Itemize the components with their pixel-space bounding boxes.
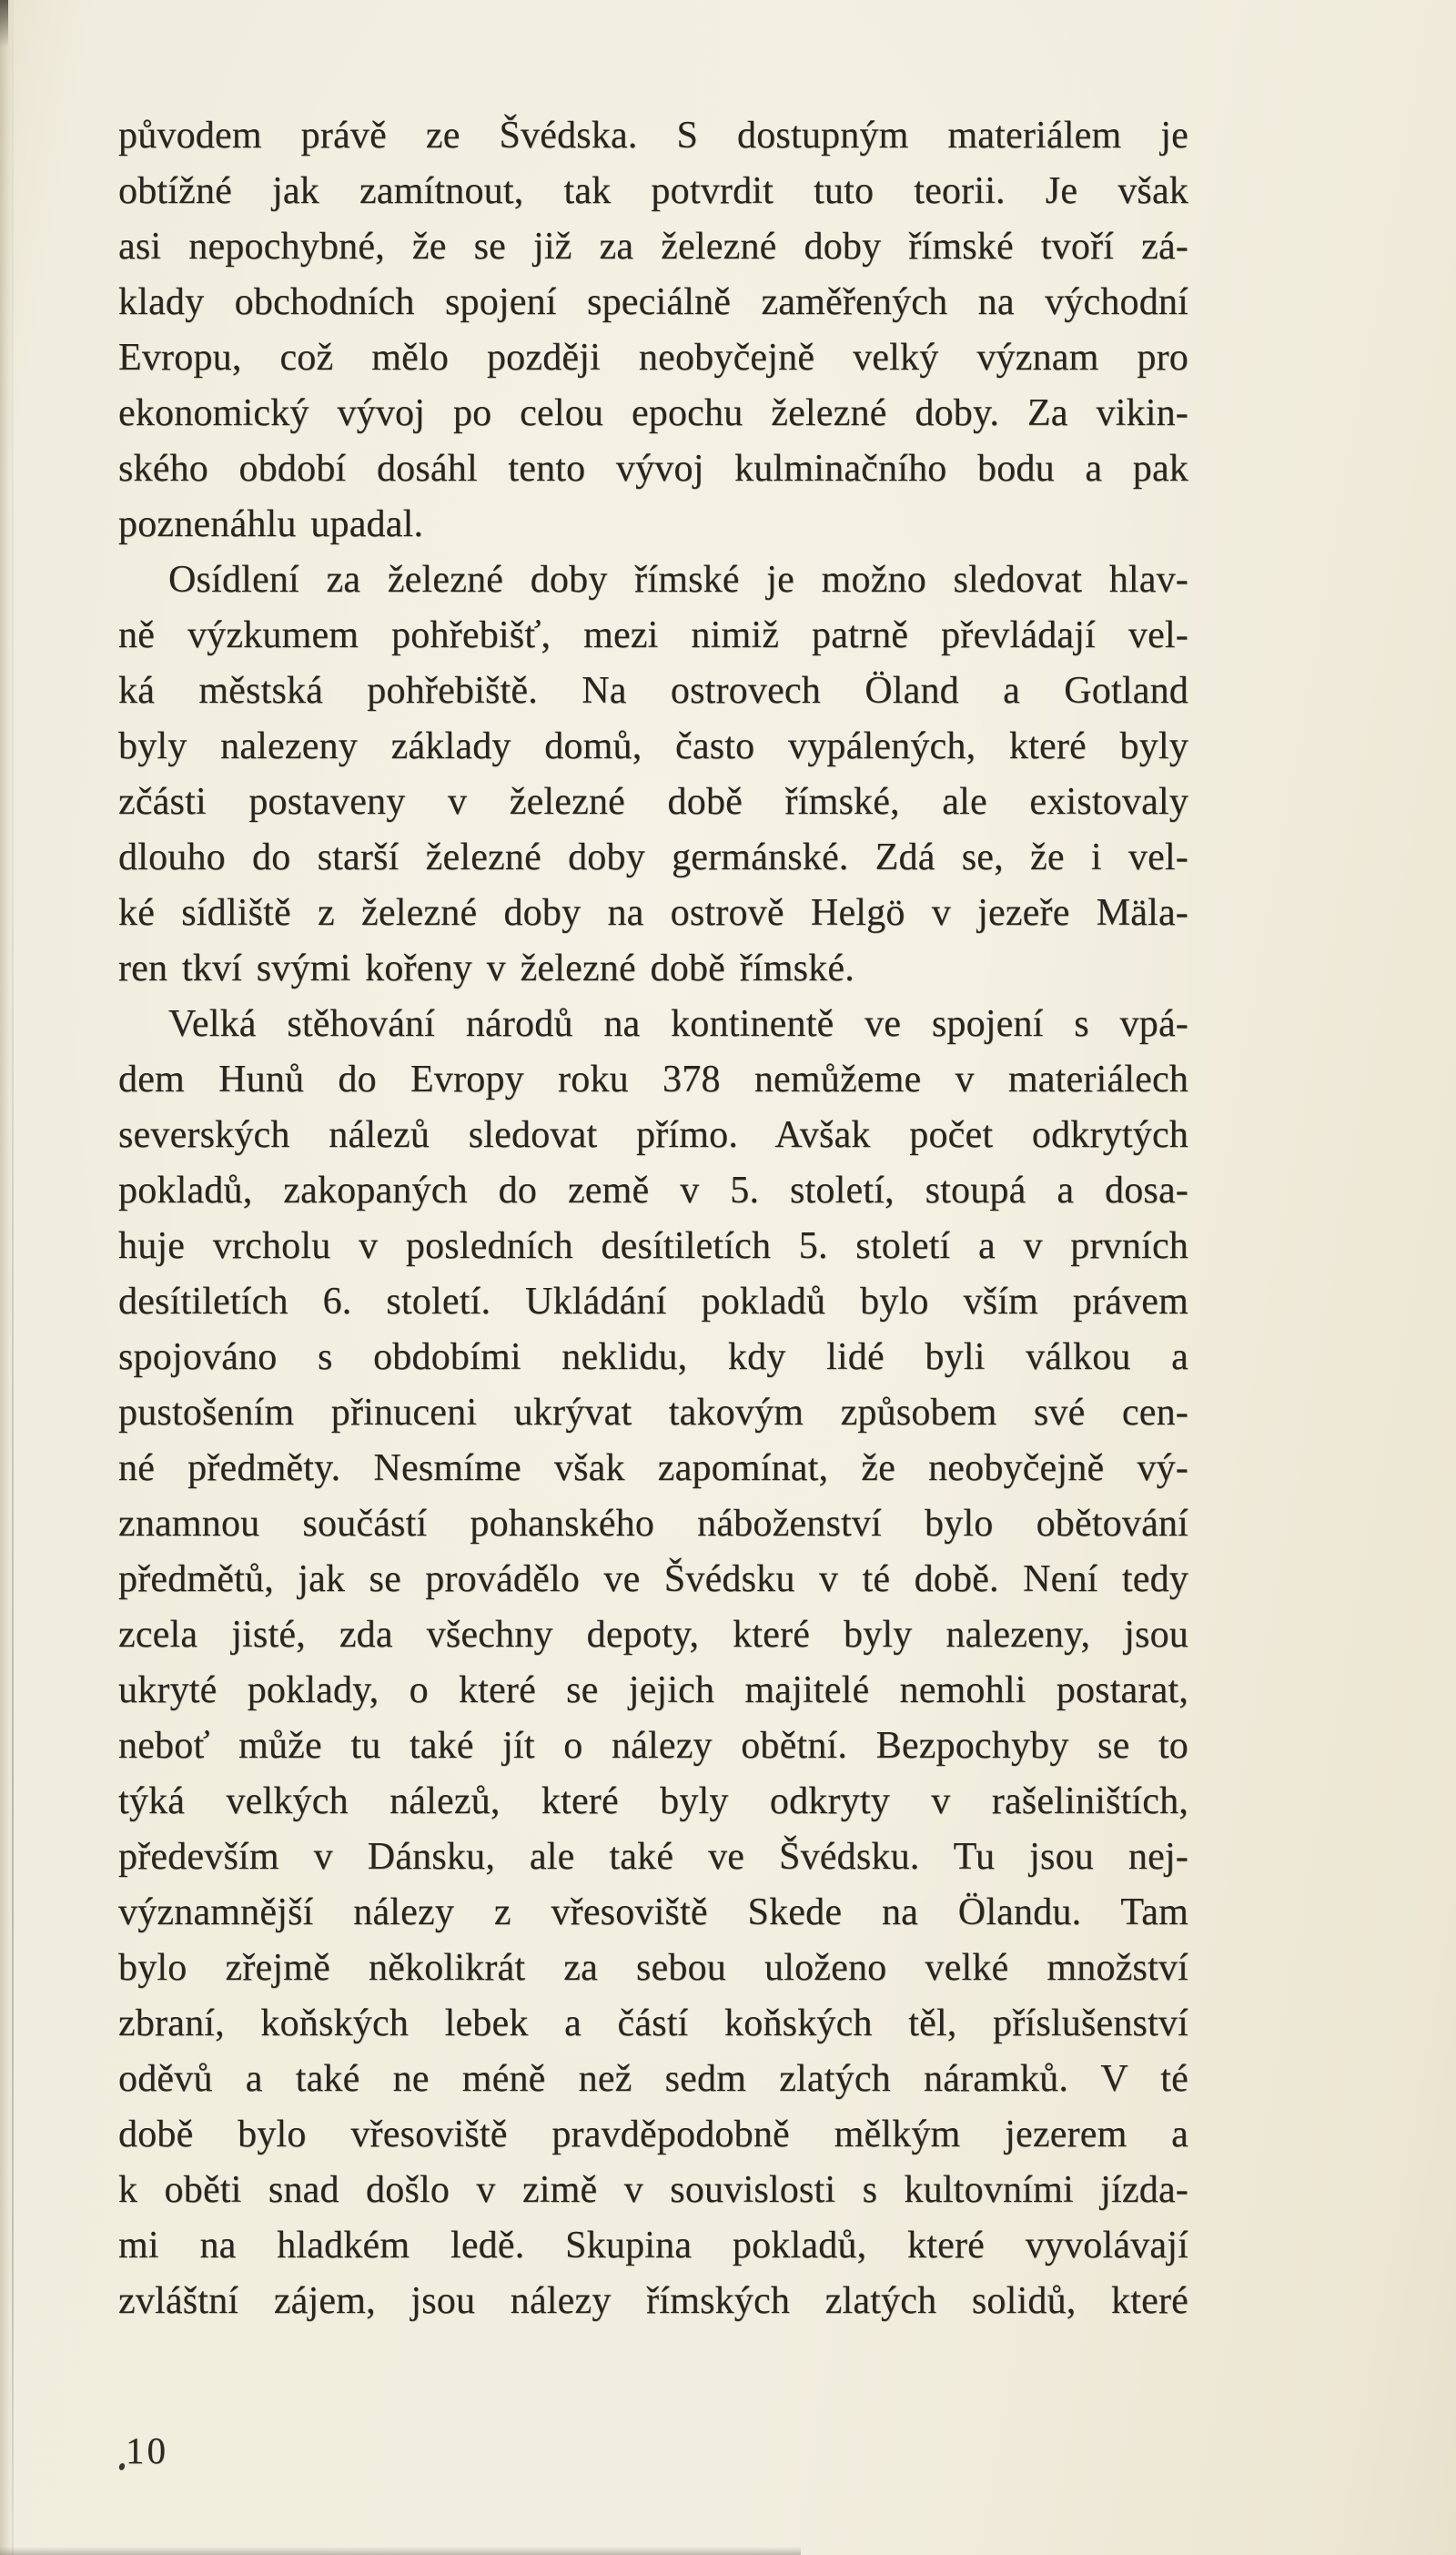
- text-line: zčásti postaveny v železné době římské, ale existovaly: [118, 781, 1188, 823]
- text-line: ké sídliště z železné doby na ostrově Helgö v jezeře Mäla-: [118, 892, 1188, 934]
- text-line: původem právě ze Švédska. S dostupným materiálem je: [118, 115, 1188, 157]
- text-line: poznenáhlu upadal.: [118, 503, 424, 545]
- text-line: Evropu, což mělo později neobyčejně velký význam pro: [118, 337, 1188, 379]
- text-line: zvláštní zájem, jsou nálezy římských zlatých solidů, které: [118, 2280, 1188, 2322]
- text-line: ká městská pohřebiště. Na ostrovech Öland a Gotland: [118, 670, 1188, 712]
- paper-crease-line: [12, 0, 14, 2555]
- page-number: 10: [126, 2429, 168, 2471]
- text-line: oděvů a také ne méně než sedm zlatých náramků. V té: [118, 2058, 1188, 2100]
- text-line: pokladů, zakopaných do země v 5. století, stoupá a dosa-: [118, 1170, 1188, 1212]
- text-line: Velká stěhování národů na kontinentě ve spojení s vpá-: [168, 1003, 1188, 1045]
- text-line: desítiletích 6. století. Ukládání pokladů bylo vším právem: [118, 1281, 1188, 1323]
- text-line: huje vrcholu v posledních desítiletích 5. století a v prvních: [118, 1225, 1188, 1267]
- text-line: době bylo vřesoviště pravděpodobně mělkým jezerem a: [118, 2114, 1188, 2155]
- text-line: ekonomický vývoj po celou epochu železné doby. Za vikin-: [118, 392, 1188, 434]
- text-line: klady obchodních spojení speciálně zaměřených na východní: [118, 281, 1188, 323]
- text-line: dlouho do starší železné doby germánské. Zdá se, že i vel-: [118, 836, 1188, 878]
- text-line: k oběti snad došlo v zimě v souvislosti s kultovními jízda-: [118, 2169, 1188, 2211]
- text-line: severských nálezů sledovat přímo. Avšak počet odkrytých: [118, 1114, 1188, 1156]
- text-line: Osídlení za železné doby římské je možno sledovat hlav-: [168, 559, 1188, 601]
- text-line: předmětů, jak se provádělo ve Švédsku v té době. Není tedy: [118, 1558, 1188, 1600]
- text-line: ně výzkumem pohřebišť, mezi nimiž patrně převládají vel-: [118, 614, 1188, 656]
- page-bottom-edge-shadow: [0, 2547, 801, 2555]
- text-line: pustošením přinuceni ukrývat takovým způsobem své cen-: [118, 1392, 1188, 1434]
- text-line: týká velkých nálezů, které byly odkryty v rašeliništích,: [118, 1780, 1188, 1822]
- text-line: zcela jisté, zda všechny depoty, které byly nalezeny, jsou: [118, 1614, 1188, 1656]
- text-line: zbraní, koňských lebek a částí koňských těl, příslušenství: [118, 2002, 1188, 2044]
- text-line: né předměty. Nesmíme však zapomínat, že neobyčejně vý-: [118, 1447, 1188, 1489]
- text-line: bylo zřejmě několikrát za sebou uloženo velké množství: [118, 1947, 1188, 1989]
- ink-speck: [118, 2462, 126, 2471]
- text-line: asi nepochybné, že se již za železné doby římské tvoří zá-: [118, 226, 1188, 268]
- text-line: především v Dánsku, ale také ve Švédsku. Tu jsou nej-: [118, 1836, 1188, 1878]
- text-line: ského období dosáhl tento vývoj kulminačního bodu a pak: [118, 448, 1188, 490]
- text-line: neboť může tu také jít o nálezy obětní. Bezpochyby se to: [118, 1725, 1188, 1767]
- body-text: [118, 108, 1188, 2329]
- text-line: spojováno s obdobími neklidu, kdy lidé byli válkou a: [118, 1336, 1188, 1378]
- text-line: ren tkví svými kořeny v železné době římské.: [118, 948, 854, 989]
- text-line: ukryté poklady, o které se jejich majitelé nemohli postarat,: [118, 1669, 1188, 1711]
- text-line: byly nalezeny základy domů, často vypálených, které byly: [118, 725, 1188, 767]
- text-line: znamnou součástí pohanského náboženství bylo obětování: [118, 1503, 1188, 1545]
- text-line: mi na hladkém ledě. Skupina pokladů, které vyvolávají: [118, 2225, 1188, 2266]
- text-line: dem Hunů do Evropy roku 378 nemůžeme v materiálech: [118, 1059, 1188, 1100]
- scan-corner-mark: [0, 0, 8, 47]
- text-line: významnější nálezy z vřesoviště Skede na Ölandu. Tam: [118, 1891, 1188, 1933]
- text-line: obtížné jak zamítnout, tak potvrdit tuto teorii. Je však: [118, 170, 1188, 212]
